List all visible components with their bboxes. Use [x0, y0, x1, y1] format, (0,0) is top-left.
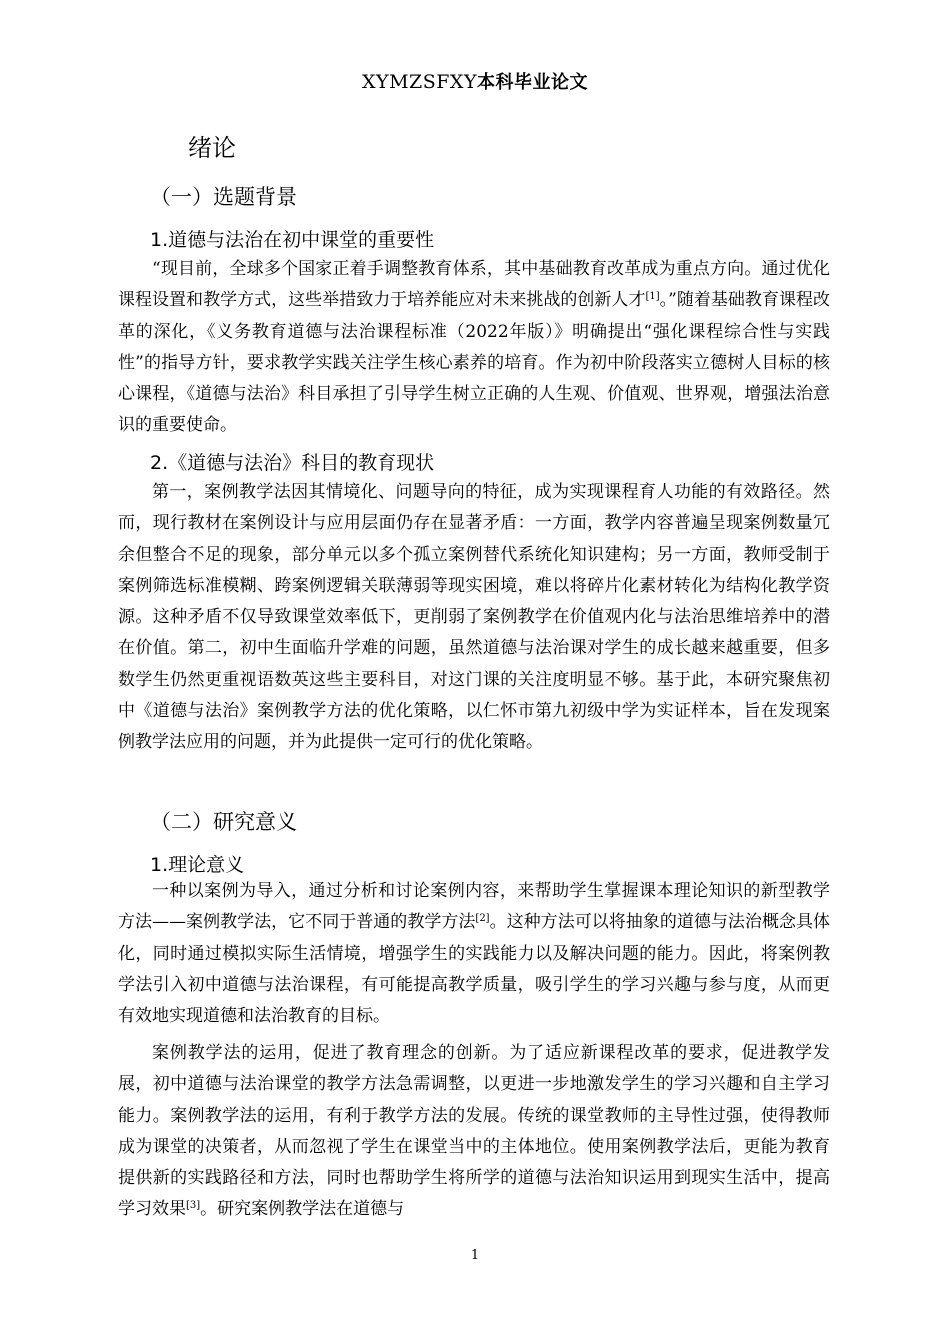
- section-heading-background: （一）选题背景: [150, 185, 297, 209]
- citation-ref-3: [3]: [186, 1200, 201, 1212]
- paragraph-theory-2: 案例教学法的运用，促进了教育理念的创新。为了适应新课程改革的要求，促进教学发展，初中道德与法治课堂的教学方法急需调整，以更进一步地激发学生的学习兴趣和自主学习能力。案例教学法的运用，有利于教学方法的发展。传统的课堂教师的主导性过强，使得教师成为课堂的决策者，从而忽视了学生在课堂当中的主体地位。使用案例教学法后，更能为教育提供新的实践路径和方法，同时也帮助学生将所学的道德与法治知识运用到现实生活中，提高学习效果[3]。研究案例教学法在道德与: [118, 1043, 830, 1220]
- subsection-heading-theory: 1.理论意义: [150, 854, 245, 876]
- paragraph-status: 第一，案例教学法因其情境化、问题导向的特征，成为实现课程育人功能的有效路径。然而，现行教材在案例设计与应用层面仍存在显著矛盾：一方面，教学内容普遍呈现案例数量冗余但整合不足的现象，部分单元以多个孤立案例替代系统化知识建构；另一方面，教师受制于案例筛选标准模糊、跨案例逻辑关联薄弱等现实困境，难以将碎片化素材转化为结构化教学资源。这种矛盾不仅导致课堂效率低下，更削弱了案例教学在价值观内化与法治思维培养中的潜在价值。第二，初中生面临升学难的问题，虽然道德与法治课对学生的成长越来越重要，但多数学生仍然更重视语数英这些主要科目，对这门课的关注度明显不够。基于此，本研究聚焦初中《道德与法治》案例教学方法的优化策略，以仁怀市第九初级中学为实证样本，旨在发现案例教学法应用的问题，并为此提供一定可行的优化策略。: [118, 482, 830, 753]
- running-header: [0, 68, 950, 94]
- header-title: 本科毕业论文: [477, 72, 588, 93]
- subsection-heading-importance: 1.道德与法治在初中课堂的重要性: [150, 229, 435, 251]
- header-code: XYMZSFXY: [362, 71, 477, 93]
- section-heading-significance: （二）研究意义: [150, 810, 297, 834]
- citation-ref-2: [2]: [475, 913, 490, 925]
- chapter-title: 绪论: [188, 134, 236, 162]
- citation-ref-1: [1]: [645, 291, 660, 303]
- subsection-heading-status: 2.《道德与法治》科目的教育现状: [150, 452, 435, 474]
- page-number: 1: [470, 1248, 480, 1263]
- paragraph-theory-1: 一种以案例为导入，通过分析和讨论案例内容，来帮助学生掌握课本理论知识的新型教学方法——案例教学法，它不同于普通的教学方法[2]。这种方法可以将抽象的道德与法治概念具体化，同时通过模拟实际生活情境，增强学生的实践能力以及解决问题的能力。因此，将案例教学法引入初中道德与法治课程，有可能提高教学质量，吸引学生的学习兴趣与参与度，从而更有效地实现道德和法治教育的目标。: [118, 881, 831, 1027]
- paragraph-importance: “现目前，全球多个国家正着手调整教育体系，其中基础教育改革成为重点方向。通过优化课程设置和教学方式，这些举措致力于培养能应对未来挑战的创新人才[1]。”随着基础教育课程改革的深化，《义务教育道德与法治课程标准（2022年版）》明确提出“强化课程综合性与实践性”的指导方针，要求教学实践关注学生核心素养的培育。作为初中阶段落实立德树人目标的核心课程，《道德与法治》科目承担了引导学生树立正确的人生观、价值观、世界观，增强法治意识的重要使命。: [118, 259, 830, 436]
